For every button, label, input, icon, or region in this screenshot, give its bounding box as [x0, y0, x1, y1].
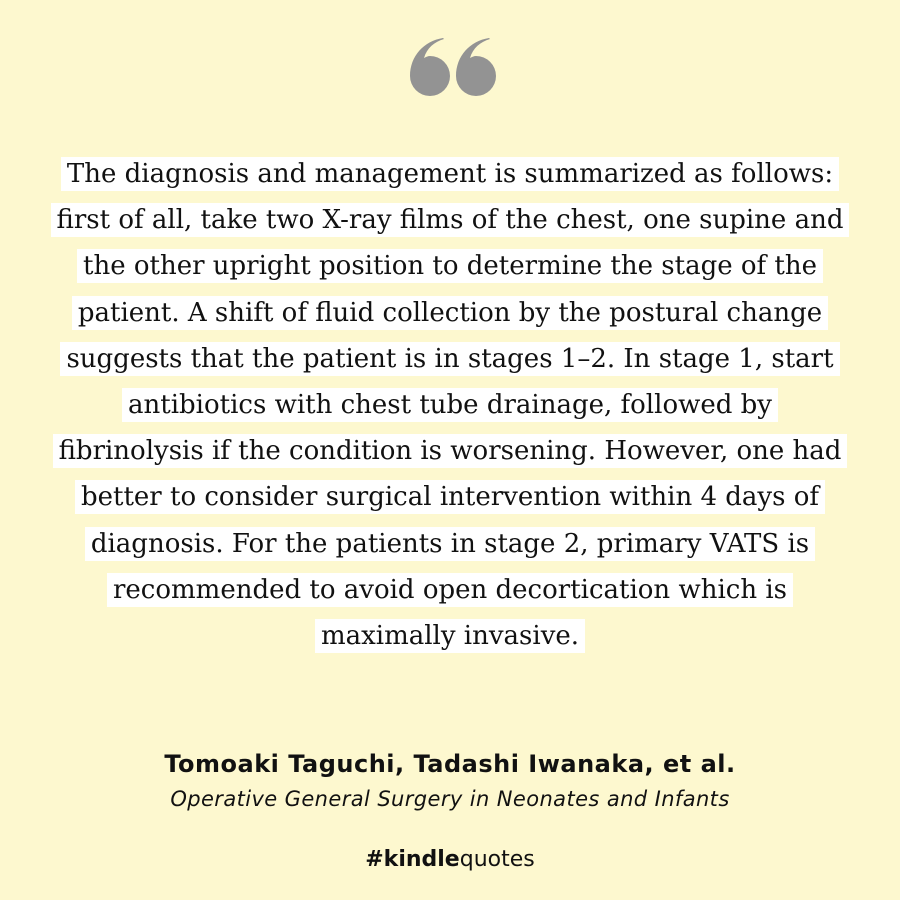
- hashtag-prefix: #kindle: [365, 847, 460, 872]
- hashtag-suffix: quotes: [459, 847, 535, 872]
- quote-mark: [0, 38, 900, 98]
- book-title: Operative General Surgery in Neonates and Infants: [170, 787, 730, 811]
- kindle-quotes-hashtag: [0, 845, 900, 875]
- open-quotation-mark-icon: [400, 38, 500, 96]
- quote-authors: Tomoaki Taguchi, Tadashi Iwanaka, et al.: [164, 750, 736, 778]
- quote-text-highlight: The diagnosis and management is summarized as follows: first of all, take two X-ray films of the chest, one supine and the other upright position to determine the stage of the patient. A shift of fluid collection by the postural change suggests that the patient is in stages 1–2. In stage 1, start antibiotics with chest tube drainage, followed by fibrinolysis if the condition is worsening. However, one had better to consider surgical intervention within 4 days of diagnosis. For the patients in stage 2, primary VATS is recommended to avoid open decortication which is maximally invasive.: [51, 157, 850, 653]
- quote-text: [50, 151, 850, 659]
